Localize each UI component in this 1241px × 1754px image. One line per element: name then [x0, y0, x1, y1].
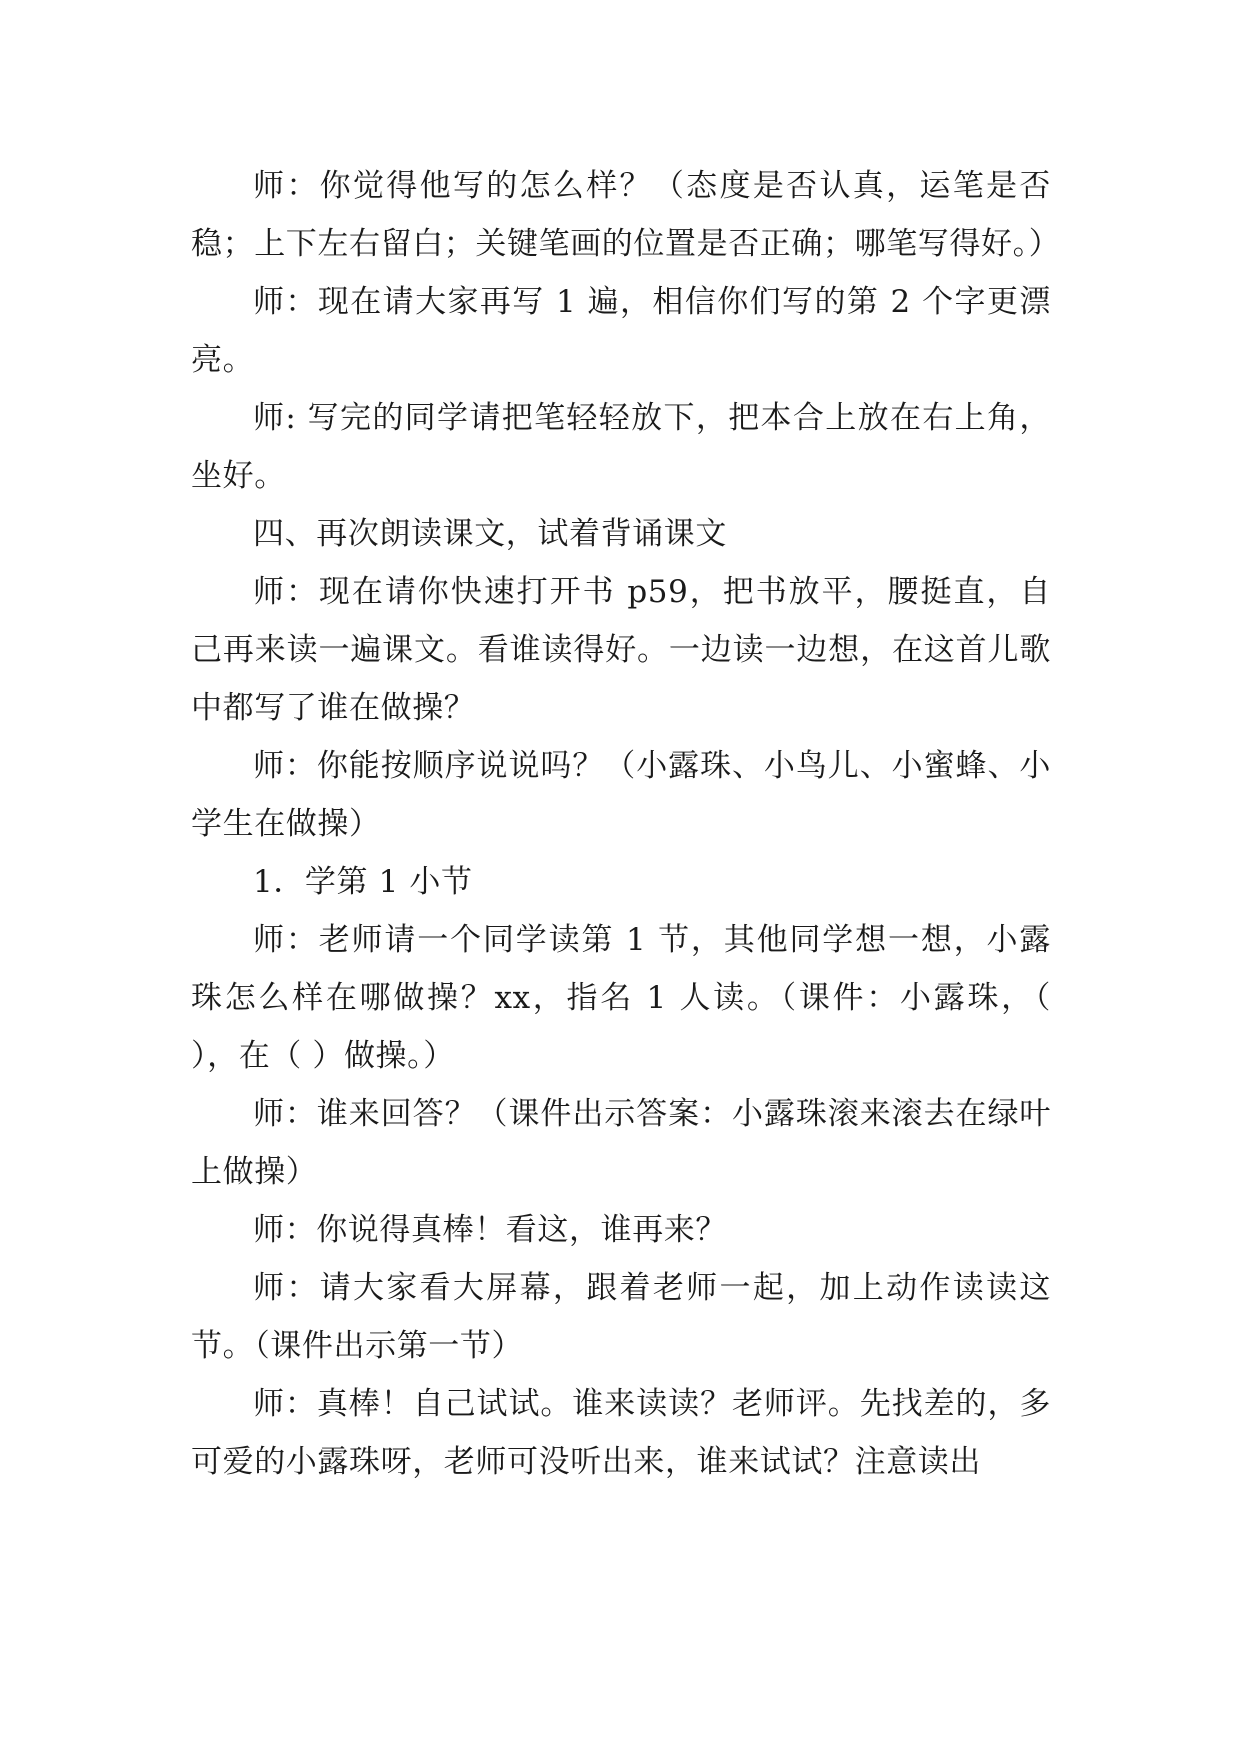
paragraph-8: 师：你说得真棒！看这，谁再来？ [253, 1212, 727, 1248]
paragraph-1: 师：你觉得他写的怎么样？（态度是否认真，运笔是否稳；上下左右留白；关键笔画的位置是否正确；哪笔写得好。） [191, 168, 1061, 262]
subsection-heading: 1．学第 1 小节 [253, 864, 473, 900]
paragraph-6: 师：老师请一个同学读第 1 节，其他同学想一想，小露珠怎么样在哪做操？xx，指名 1 人读。（课件：小露珠，（ ），在（ ）做操。） [191, 922, 1051, 1074]
paragraph-2: 师：现在请大家再写 1 遍，相信你们写的第 2 个字更漂亮。 [191, 284, 1051, 378]
paragraph-4: 师：现在请你快速打开书 p59，把书放平，腰挺直，自己再来读一遍课文。看谁读得好。一边读一边想，在这首儿歌中都写了谁在做操？ [191, 574, 1051, 726]
paragraph-7: 师：谁来回答？（课件出示答案：小露珠滚来滚去在绿叶上做操） [191, 1096, 1051, 1190]
section-heading: 四、再次朗读课文，试着背诵课文 [253, 516, 727, 552]
paragraph-5: 师：你能按顺序说说吗？（小露珠、小鸟儿、小蜜蜂、小学生在做操） [191, 748, 1051, 842]
document-body [191, 157, 1061, 1491]
paragraph-3: 师: 写完的同学请把笔轻轻放下，把本合上放在右上角，坐好。 [191, 400, 1051, 494]
paragraph-9: 师：请大家看大屏幕，跟着老师一起，加上动作读读这节。（课件出示第一节） [191, 1270, 1051, 1364]
paragraph-10: 师：真棒！自己试试。谁来读读？老师评。先找差的，多可爱的小露珠呀，老师可没听出来，谁来试试？注意读出 [191, 1386, 1051, 1480]
